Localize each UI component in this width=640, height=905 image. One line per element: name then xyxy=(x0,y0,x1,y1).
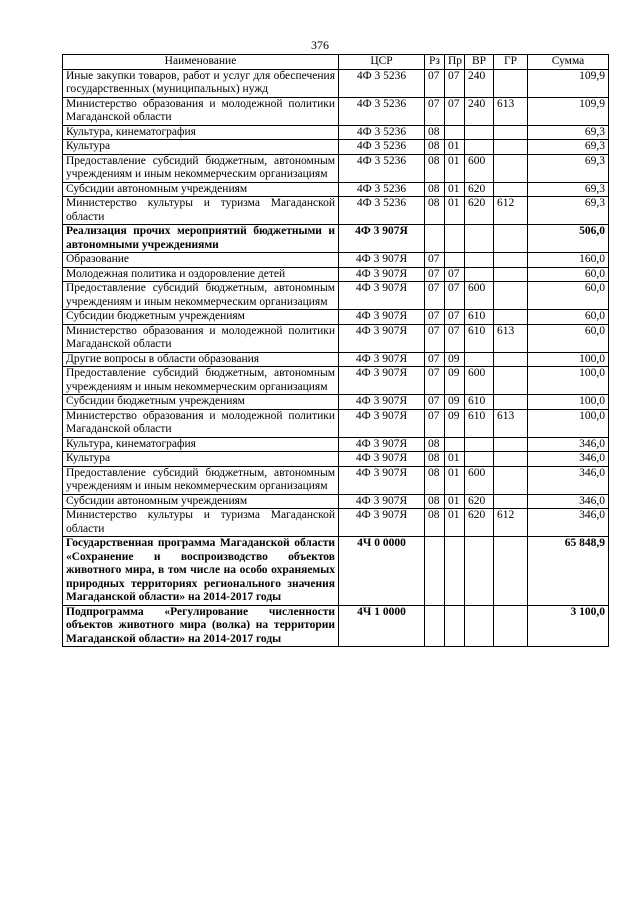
cell-vr: 610 xyxy=(465,310,494,325)
column-header-vr: ВР xyxy=(465,55,494,70)
cell-vr: 610 xyxy=(465,395,494,410)
table-row xyxy=(63,537,609,606)
cell-name: Культура xyxy=(63,140,339,155)
cell-gr xyxy=(494,282,528,310)
table-row xyxy=(63,605,609,647)
cell-pr: 01 xyxy=(445,509,465,537)
cell-pr: 01 xyxy=(445,452,465,467)
cell-name: Подпрограмма «Регулирование численности объектов животного мира (волка) на территории Магаданской области» на 2014-2017 годы xyxy=(63,605,339,647)
cell-name: Министерство культуры и туризма Магаданской области xyxy=(63,509,339,537)
cell-rz xyxy=(425,605,445,647)
cell-sum: 69,3 xyxy=(528,154,609,182)
cell-pr: 09 xyxy=(445,409,465,437)
cell-gr: 613 xyxy=(494,97,528,125)
cell-csr: 4Ч 1 0000 xyxy=(339,605,425,647)
cell-pr: 01 xyxy=(445,140,465,155)
cell-csr: 4Ф 3 907Я xyxy=(339,452,425,467)
cell-gr: 613 xyxy=(494,324,528,352)
cell-rz: 08 xyxy=(425,140,445,155)
cell-csr: 4Ф 3 907Я xyxy=(339,253,425,268)
cell-sum: 160,0 xyxy=(528,253,609,268)
cell-name: Министерство образования и молодежной политики Магаданской области xyxy=(63,409,339,437)
table-row xyxy=(63,225,609,253)
cell-name: Предоставление субсидий бюджетным, автономным учреждениям и иным некоммерческим организациям xyxy=(63,367,339,395)
cell-name: Культура, кинематография xyxy=(63,125,339,140)
cell-pr: 07 xyxy=(445,282,465,310)
cell-gr xyxy=(494,367,528,395)
cell-pr: 01 xyxy=(445,182,465,197)
cell-csr: 4Ф 3 907Я xyxy=(339,367,425,395)
table-row xyxy=(63,182,609,197)
cell-rz: 07 xyxy=(425,310,445,325)
cell-pr: 07 xyxy=(445,310,465,325)
cell-name: Культура, кинематография xyxy=(63,437,339,452)
column-header-rz: Рз xyxy=(425,55,445,70)
table-row xyxy=(63,409,609,437)
table-row xyxy=(63,395,609,410)
table-row xyxy=(63,437,609,452)
cell-vr xyxy=(465,253,494,268)
cell-sum: 100,0 xyxy=(528,367,609,395)
cell-vr xyxy=(465,437,494,452)
cell-rz xyxy=(425,225,445,253)
cell-gr xyxy=(494,140,528,155)
cell-vr xyxy=(465,537,494,606)
cell-csr: 4Ф 3 907Я xyxy=(339,310,425,325)
cell-rz: 07 xyxy=(425,395,445,410)
cell-pr: 09 xyxy=(445,367,465,395)
cell-rz: 07 xyxy=(425,409,445,437)
cell-rz: 07 xyxy=(425,69,445,97)
cell-rz: 07 xyxy=(425,367,445,395)
cell-pr: 07 xyxy=(445,267,465,282)
table-row xyxy=(63,352,609,367)
column-header-gr: ГР xyxy=(494,55,528,70)
cell-pr: 01 xyxy=(445,197,465,225)
cell-gr xyxy=(494,537,528,606)
cell-name: Министерство культуры и туризма Магаданской области xyxy=(63,197,339,225)
cell-csr: 4Ф 3 907Я xyxy=(339,466,425,494)
cell-sum: 3 100,0 xyxy=(528,605,609,647)
cell-gr xyxy=(494,267,528,282)
cell-name: Молодежная политика и оздоровление детей xyxy=(63,267,339,282)
cell-gr xyxy=(494,466,528,494)
table-row xyxy=(63,466,609,494)
cell-csr: 4Ф 3 5236 xyxy=(339,154,425,182)
table-row xyxy=(63,140,609,155)
cell-gr xyxy=(494,605,528,647)
cell-csr: 4Ф 3 907Я xyxy=(339,267,425,282)
table-row xyxy=(63,324,609,352)
table-row xyxy=(63,97,609,125)
table-row xyxy=(63,509,609,537)
cell-vr xyxy=(465,452,494,467)
cell-rz: 08 xyxy=(425,197,445,225)
cell-pr xyxy=(445,253,465,268)
table-row xyxy=(63,452,609,467)
cell-csr: 4Ф 3 5236 xyxy=(339,182,425,197)
cell-pr xyxy=(445,225,465,253)
table-row xyxy=(63,154,609,182)
cell-rz: 08 xyxy=(425,494,445,509)
cell-pr xyxy=(445,537,465,606)
cell-sum: 69,3 xyxy=(528,140,609,155)
cell-pr: 09 xyxy=(445,395,465,410)
cell-sum: 100,0 xyxy=(528,352,609,367)
cell-sum: 69,3 xyxy=(528,197,609,225)
column-header-name: Наименование xyxy=(63,55,339,70)
cell-csr: 4Ф 3 907Я xyxy=(339,494,425,509)
cell-rz: 08 xyxy=(425,182,445,197)
cell-rz: 08 xyxy=(425,154,445,182)
cell-vr: 240 xyxy=(465,69,494,97)
cell-gr xyxy=(494,452,528,467)
cell-vr xyxy=(465,352,494,367)
cell-gr: 612 xyxy=(494,509,528,537)
cell-gr: 612 xyxy=(494,197,528,225)
cell-csr: 4Ф 3 907Я xyxy=(339,225,425,253)
cell-csr: 4Ф 3 5236 xyxy=(339,69,425,97)
cell-rz: 07 xyxy=(425,97,445,125)
budget-table xyxy=(62,54,609,647)
cell-rz: 08 xyxy=(425,437,445,452)
cell-vr: 600 xyxy=(465,154,494,182)
cell-pr: 01 xyxy=(445,154,465,182)
cell-rz: 07 xyxy=(425,282,445,310)
cell-name: Предоставление субсидий бюджетным, автономным учреждениям и иным некоммерческим организациям xyxy=(63,154,339,182)
cell-sum: 65 848,9 xyxy=(528,537,609,606)
cell-gr xyxy=(494,69,528,97)
cell-vr: 620 xyxy=(465,494,494,509)
cell-vr xyxy=(465,605,494,647)
table-row xyxy=(63,253,609,268)
cell-csr: 4Ф 3 5236 xyxy=(339,125,425,140)
cell-rz: 08 xyxy=(425,452,445,467)
cell-gr xyxy=(494,494,528,509)
cell-gr xyxy=(494,352,528,367)
table-row xyxy=(63,197,609,225)
table-row xyxy=(63,125,609,140)
cell-csr: 4Ч 0 0000 xyxy=(339,537,425,606)
cell-gr: 613 xyxy=(494,409,528,437)
cell-gr xyxy=(494,395,528,410)
table-body xyxy=(63,69,609,647)
cell-sum: 109,9 xyxy=(528,97,609,125)
cell-pr: 09 xyxy=(445,352,465,367)
table-row xyxy=(63,282,609,310)
cell-name: Субсидии автономным учреждениям xyxy=(63,182,339,197)
cell-gr xyxy=(494,225,528,253)
cell-sum: 346,0 xyxy=(528,466,609,494)
cell-name: Государственная программа Магаданской области «Сохранение и воспроизводство объектов животного мира, в том числе на особо охраняемых природных территориях регионального значения Магаданской области» на 2014-2017 годы xyxy=(63,537,339,606)
cell-rz: 07 xyxy=(425,253,445,268)
cell-rz xyxy=(425,537,445,606)
cell-sum: 346,0 xyxy=(528,509,609,537)
table-row xyxy=(63,69,609,97)
cell-vr: 600 xyxy=(465,367,494,395)
cell-rz: 07 xyxy=(425,324,445,352)
cell-gr xyxy=(494,310,528,325)
cell-sum: 60,0 xyxy=(528,282,609,310)
cell-pr: 07 xyxy=(445,324,465,352)
cell-gr xyxy=(494,182,528,197)
cell-csr: 4Ф 3 907Я xyxy=(339,509,425,537)
cell-name: Культура xyxy=(63,452,339,467)
cell-rz: 08 xyxy=(425,509,445,537)
cell-sum: 60,0 xyxy=(528,324,609,352)
cell-gr xyxy=(494,154,528,182)
column-header-sum: Сумма xyxy=(528,55,609,70)
cell-pr: 01 xyxy=(445,466,465,494)
cell-vr: 620 xyxy=(465,197,494,225)
cell-vr: 600 xyxy=(465,282,494,310)
cell-name: Субсидии бюджетным учреждениям xyxy=(63,395,339,410)
cell-pr: 01 xyxy=(445,494,465,509)
cell-csr: 4Ф 3 907Я xyxy=(339,324,425,352)
cell-name: Предоставление субсидий бюджетным, автономным учреждениям и иным некоммерческим организациям xyxy=(63,282,339,310)
cell-name: Реализация прочих мероприятий бюджетными и автономными учреждениями xyxy=(63,225,339,253)
cell-name: Другие вопросы в области образования xyxy=(63,352,339,367)
cell-csr: 4Ф 3 5236 xyxy=(339,97,425,125)
cell-csr: 4Ф 3 5236 xyxy=(339,140,425,155)
cell-vr: 610 xyxy=(465,409,494,437)
cell-sum: 506,0 xyxy=(528,225,609,253)
cell-pr xyxy=(445,605,465,647)
cell-vr xyxy=(465,140,494,155)
cell-rz: 07 xyxy=(425,267,445,282)
cell-sum: 60,0 xyxy=(528,267,609,282)
cell-sum: 60,0 xyxy=(528,310,609,325)
table-row xyxy=(63,310,609,325)
cell-gr xyxy=(494,437,528,452)
cell-csr: 4Ф 3 907Я xyxy=(339,437,425,452)
cell-sum: 109,9 xyxy=(528,69,609,97)
cell-pr: 07 xyxy=(445,69,465,97)
cell-name: Предоставление субсидий бюджетным, автономным учреждениям и иным некоммерческим организациям xyxy=(63,466,339,494)
cell-sum: 69,3 xyxy=(528,125,609,140)
cell-sum: 69,3 xyxy=(528,182,609,197)
cell-sum: 346,0 xyxy=(528,452,609,467)
cell-vr xyxy=(465,225,494,253)
cell-pr xyxy=(445,125,465,140)
cell-pr: 07 xyxy=(445,97,465,125)
cell-csr: 4Ф 3 907Я xyxy=(339,395,425,410)
cell-vr xyxy=(465,267,494,282)
cell-vr: 620 xyxy=(465,182,494,197)
cell-csr: 4Ф 3 907Я xyxy=(339,352,425,367)
cell-vr: 620 xyxy=(465,509,494,537)
cell-vr: 240 xyxy=(465,97,494,125)
cell-gr xyxy=(494,253,528,268)
cell-sum: 100,0 xyxy=(528,409,609,437)
cell-csr: 4Ф 3 907Я xyxy=(339,409,425,437)
cell-rz: 08 xyxy=(425,466,445,494)
cell-name: Иные закупки товаров, работ и услуг для обеспечения государственных (муниципальных) нужд xyxy=(63,69,339,97)
cell-sum: 346,0 xyxy=(528,437,609,452)
cell-sum: 346,0 xyxy=(528,494,609,509)
cell-vr: 610 xyxy=(465,324,494,352)
cell-sum: 100,0 xyxy=(528,395,609,410)
cell-vr: 600 xyxy=(465,466,494,494)
cell-csr: 4Ф 3 5236 xyxy=(339,197,425,225)
column-header-csr: ЦСР xyxy=(339,55,425,70)
cell-rz: 08 xyxy=(425,125,445,140)
cell-pr xyxy=(445,437,465,452)
cell-name: Министерство образования и молодежной политики Магаданской области xyxy=(63,324,339,352)
cell-name: Субсидии автономным учреждениям xyxy=(63,494,339,509)
cell-name: Министерство образования и молодежной политики Магаданской области xyxy=(63,97,339,125)
cell-rz: 07 xyxy=(425,352,445,367)
page-number: 376 xyxy=(311,38,329,52)
cell-vr xyxy=(465,125,494,140)
cell-csr: 4Ф 3 907Я xyxy=(339,282,425,310)
header-row xyxy=(63,55,609,70)
cell-gr xyxy=(494,125,528,140)
cell-name: Образование xyxy=(63,253,339,268)
table-row xyxy=(63,367,609,395)
table-row xyxy=(63,267,609,282)
cell-name: Субсидии бюджетным учреждениям xyxy=(63,310,339,325)
table-row xyxy=(63,494,609,509)
column-header-pr: Пр xyxy=(445,55,465,70)
